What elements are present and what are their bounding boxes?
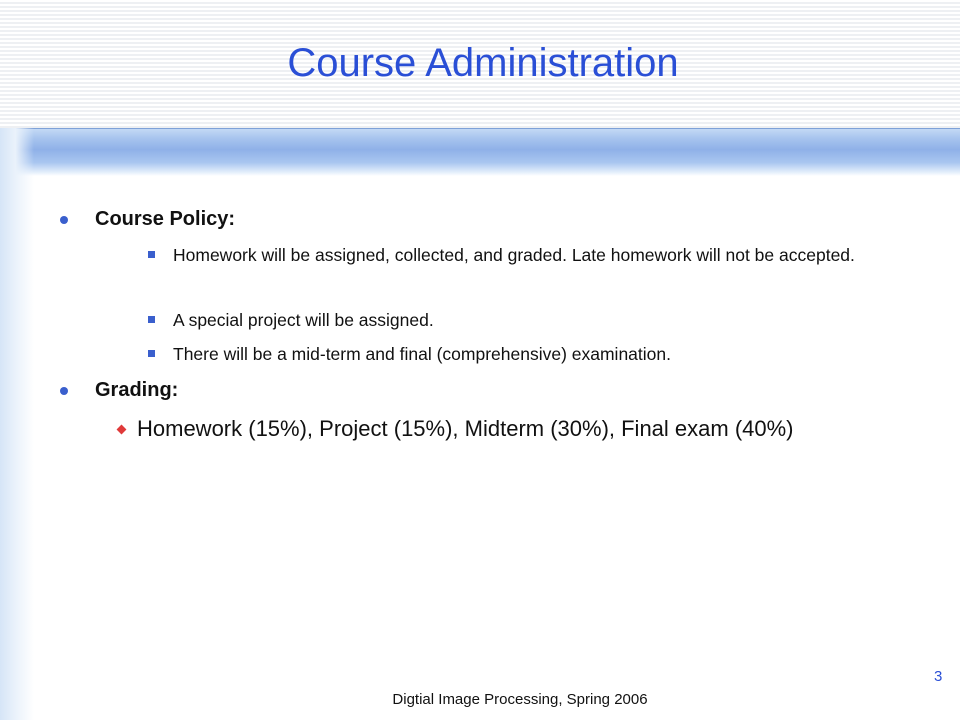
round-bullet-icon [60,387,68,395]
slide-footer: Digtial Image Processing, Spring 2006 [392,691,648,708]
diamond-bullet-icon [117,425,127,435]
square-bullet-icon [148,251,155,258]
section-heading-course-policy: Course Policy: [95,208,236,230]
policy-item-exams: There will be a mid-term and final (comprehensive) examination. [173,344,671,364]
round-bullet-icon [60,216,68,224]
title-band [0,128,960,176]
square-bullet-icon [148,350,155,357]
policy-item-homework: Homework will be assigned, collected, and graded. Late homework will not be accepted. [173,245,855,265]
square-bullet-icon [148,316,155,323]
grading-breakdown: Homework (15%), Project (15%), Midterm (30%), Final exam (40%) [137,416,794,441]
policy-item-project: A special project will be assigned. [173,310,434,330]
band-top-line [0,128,960,129]
section-heading-grading: Grading: [95,379,179,401]
left-edge-glow [0,128,34,720]
slide-title: Course Administration [287,41,679,85]
page-number: 3 [934,668,943,685]
